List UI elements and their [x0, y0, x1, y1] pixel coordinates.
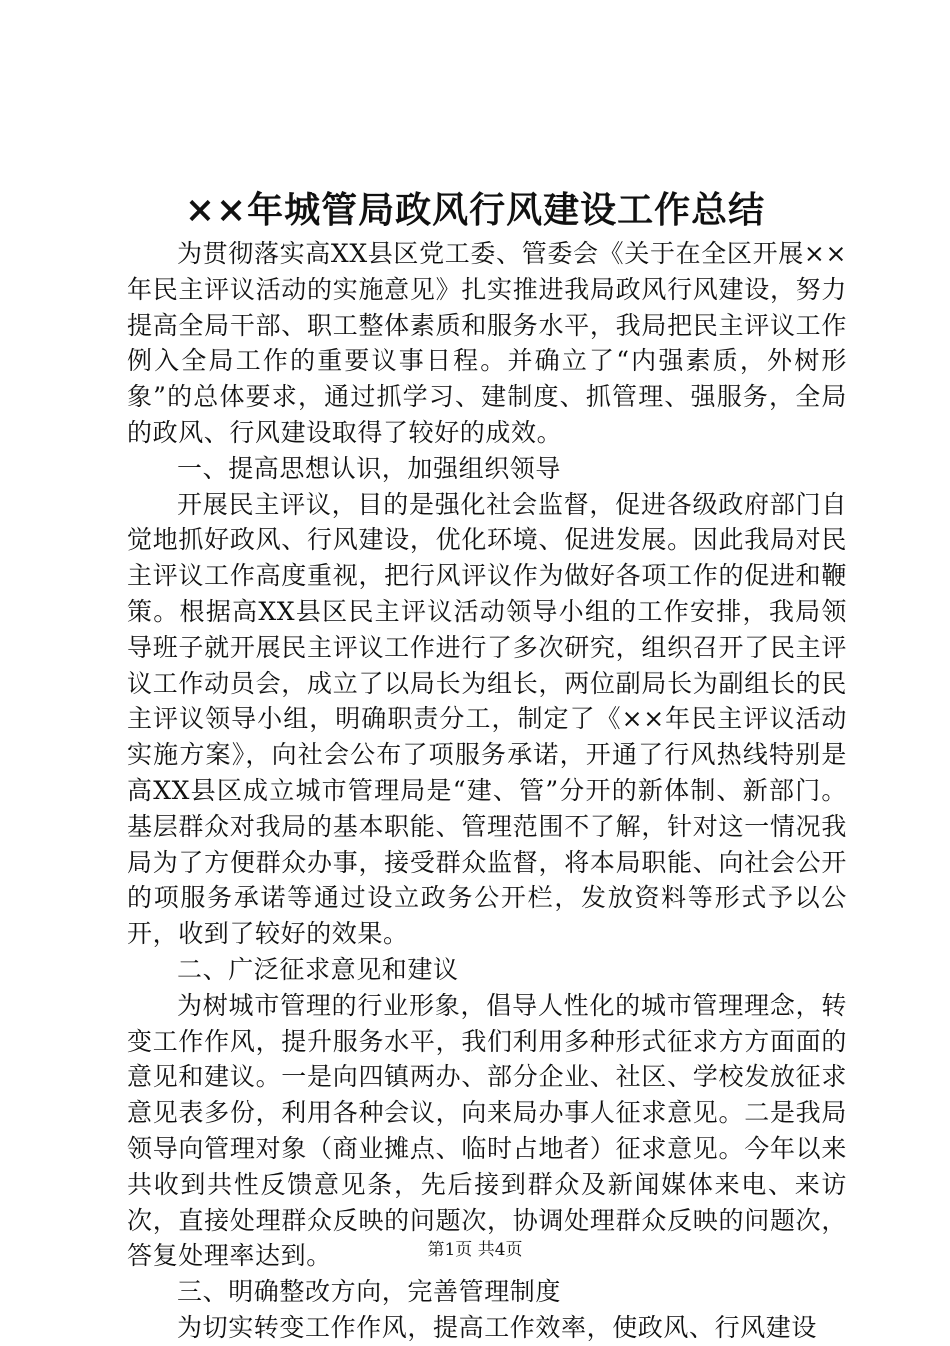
section-heading-1: 一、提高思想认识，加强组织领导	[177, 453, 562, 483]
section-heading-3: 三、明确整改方向，完善管理制度	[177, 1277, 562, 1307]
document-body	[127, 236, 847, 1346]
paragraph-intro: 为贯彻落实高XX县区党工委、管委会《关于在全区开展××年民主评议活动的实施意见》扎实推进我局政风行风建设，努力提高全局干部、职工整体素质和服务水平，我局把民主评议工作例入全局工作的重要议事日程。并确立了“内强素质，外树形象”的总体要求，通过抓学习、建制度、抓管理、强服务，全局的政风、行风建设取得了较好的成效。	[127, 239, 847, 447]
paragraph-section-3: 为切实转变工作作风，提高工作效率，使政风、行风建设	[177, 1312, 818, 1342]
section-heading-2: 二、广泛征求意见和建议	[177, 954, 459, 984]
paragraph-section-2: 为树城市管理的行业形象，倡导人性化的城市管理理念，转变工作作风，提升服务水平，我们利用多种形式征求方方面面的意见和建议。一是向四镇两办、部分企业、社区、学校发放征求意见表多份，利用各种会议，向来局办事人征求意见。二是我局领导向管理对象（商业摊点、临时占地者）征求意见。今年以来共收到共性反馈意见条，先后接到群众及新闻媒体来电、来访次，直接处理群众反映的问题次，协调处理群众反映的问题次，答复处理率达到。	[127, 990, 847, 1271]
page-number-footer: 第1页 共4页	[427, 1240, 523, 1260]
paragraph-section-1: 开展民主评议，目的是强化社会监督，促进各级政府部门自觉地抓好政风、行风建设，优化环境、促进发展。因此我局对民主评议工作高度重视，把行风评议作为做好各项工作的促进和鞭策。根据高XX县区民主评议活动领导小组的工作安排，我局领导班子就开展民主评议工作进行了多次研究，组织召开了民主评议工作动员会，成立了以局长为组长，两位副局长为副组长的民主评议领导小组，明确职责分工，制定了《××年民主评议活动实施方案》，向社会公布了项服务承诺，开通了行风热线特别是高XX县区成立城市管理局是“建、管”分开的新体制、新部门。基层群众对我局的基本职能、管理范围不了解，针对这一情况我局为了方便群众办事，接受群众监督，将本局职能、向社会公开的项服务承诺等通过设立政务公开栏，发放资料等形式予以公开，收到了较好的效果。	[127, 489, 847, 949]
document-title: ××年城管局政风行风建设工作总结	[184, 189, 766, 231]
